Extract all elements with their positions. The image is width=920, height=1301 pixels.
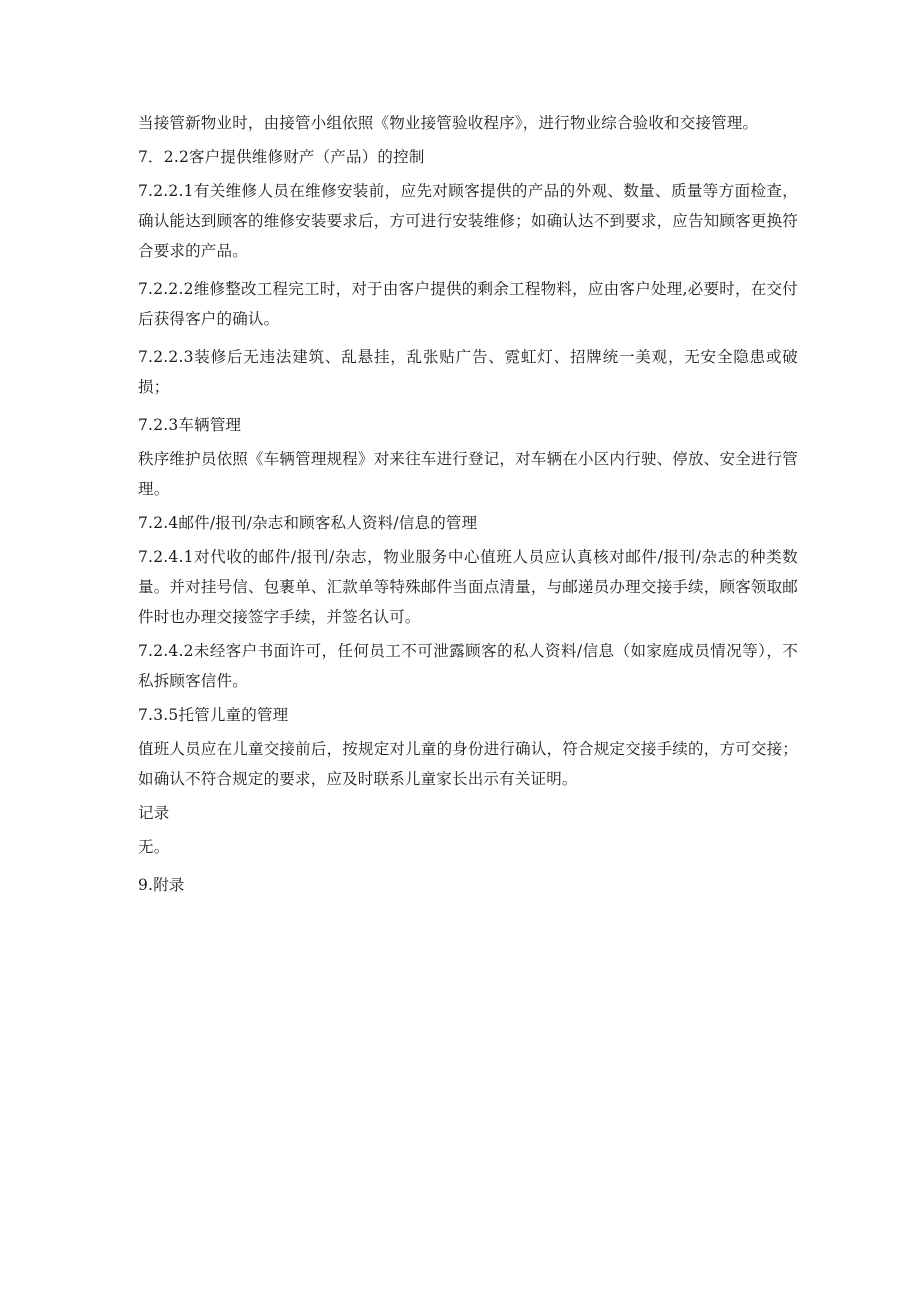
heading-7-2-2: 7．2.2客户提供维修财产（产品）的控制	[138, 148, 425, 166]
paragraph-vehicle-management: 秩序维护员依照《车辆管理规程》对来往车进行登记，对车辆在小区内行驶、停放、安全进行管理。	[138, 450, 798, 498]
heading-appendix: 9.附录	[138, 876, 185, 894]
heading-7-3-5: 7.3.5托管儿童的管理	[138, 706, 289, 724]
paragraph-7-2-2-1: 7.2.2.1有关维修人员在维修安装前，应先对顾客提供的产品的外观、数量、质量等方面检查，确认能达到顾客的维修安装要求后，方可进行安装维修；如确认达不到要求，应告知顾客更换符合要求的产品。	[138, 182, 798, 260]
paragraph-7-2-4-1: 7.2.4.1对代收的邮件/报刊/杂志，物业服务中心值班人员应认真核对邮件/报刊/杂志的种类数量。并对挂号信、包裹单、汇款单等特殊邮件当面点清量，与邮递员办理交接手续，顾客领取邮件时也办理交接签字手续，并签名认可。	[138, 548, 798, 626]
paragraph-handover: 当接管新物业时，由接管小组依照《物业接管验收程序》，进行物业综合验收和交接管理。	[138, 114, 759, 132]
heading-records: 记录	[138, 804, 170, 822]
heading-7-2-3: 7.2.3车辆管理	[138, 416, 242, 434]
heading-7-2-4: 7.2.4邮件/报刊/杂志和顾客私人资料/信息的管理	[138, 514, 478, 532]
paragraph-child-care: 值班人员应在儿童交接前后，按规定对儿童的身份进行确认，符合规定交接手续的，方可交接；如确认不符合规定的要求，应及时联系儿童家长出示有关证明。	[138, 740, 798, 788]
paragraph-7-2-4-2: 7.2.4.2未经客户书面许可，任何员工不可泄露顾客的私人资料/信息（如家庭成员情况等），不私拆顾客信件。	[138, 642, 798, 690]
paragraph-records-none: 无。	[138, 838, 170, 856]
document-page	[138, 108, 798, 900]
paragraph-7-2-2-2: 7.2.2.2维修整改工程完工时，对于由客户提供的剩余工程物料，应由客户处理,必要时，在交付后获得客户的确认。	[138, 280, 798, 328]
paragraph-7-2-2-3: 7.2.2.3装修后无违法建筑、乱悬挂，乱张贴广告、霓虹灯、招牌统一美观，无安全隐患或破损；	[138, 348, 798, 396]
